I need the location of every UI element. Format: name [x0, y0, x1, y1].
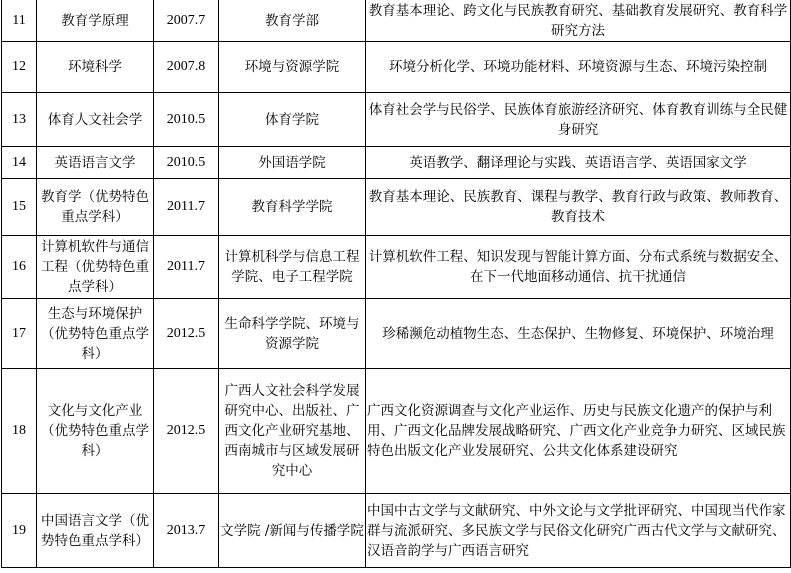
- table-row: [2, 494, 791, 568]
- table-row: [2, 236, 791, 299]
- research-directions: 教育基本理论、民族教育、课程与教学、教育行政与政策、教师教育、教育技术: [366, 179, 791, 236]
- approval-date: 2011.7: [154, 179, 219, 236]
- table-row: [2, 179, 791, 236]
- table-row: [2, 93, 791, 147]
- research-directions: 体育社会学与民俗学、民族体育旅游经济研究、体育教育训练与全民健身研究: [366, 93, 791, 147]
- approval-date: 2007.7: [154, 0, 219, 42]
- approval-date: 2011.7: [154, 236, 219, 299]
- row-number: 15: [2, 179, 37, 236]
- table-row: [2, 299, 791, 369]
- table-row: [2, 0, 791, 42]
- research-directions: 教育基本理论、跨文化与民族教育研究、基础教育发展研究、教育科学研究方法: [366, 0, 791, 42]
- host-unit: 体育学院: [219, 93, 366, 147]
- research-directions: 中国中古文学与文献研究、中外文论与文学批评研究、中国现当代作家群与流派研究、多民族文学与民俗文化研究广西古代文学与文献研究、汉语音韵学与广西语言研究: [366, 494, 791, 568]
- host-unit: 外国语学院: [219, 147, 366, 179]
- approval-date: 2010.5: [154, 147, 219, 179]
- research-directions: 环境分析化学、环境功能材料、环境资源与生态、环境污染控制: [366, 42, 791, 93]
- table-row: [2, 42, 791, 93]
- row-number: 14: [2, 147, 37, 179]
- discipline-name: 教育学（优势特色重点学科）: [37, 179, 154, 236]
- research-directions: 珍稀濒危动植物生态、生态保护、生物修复、环境保护、环境治理: [366, 299, 791, 369]
- discipline-name: 体育人文社会学: [37, 93, 154, 147]
- discipline-name: 生态与环境保护（优势特色重点学科）: [37, 299, 154, 369]
- research-directions: 英语教学、翻译理论与实践、英语语言学、英语国家文学: [366, 147, 791, 179]
- discipline-name: 中国语言文学（优势特色重点学科）: [37, 494, 154, 568]
- approval-date: 2012.5: [154, 369, 219, 494]
- discipline-name: 环境科学: [37, 42, 154, 93]
- host-unit: 环境与资源学院: [219, 42, 366, 93]
- discipline-name: 计算机软件与通信工程（优势特色重点学科）: [37, 236, 154, 299]
- row-number: 17: [2, 299, 37, 369]
- table-row: [2, 369, 791, 494]
- row-number: 18: [2, 369, 37, 494]
- row-number: 11: [2, 0, 37, 42]
- row-number: 16: [2, 236, 37, 299]
- row-number: 19: [2, 494, 37, 568]
- discipline-name: 教育学原理: [37, 0, 154, 42]
- host-unit: 教育学部: [219, 0, 366, 42]
- research-directions: 广西文化资源调查与文化产业运作、历史与民族文化遗产的保护与利用、广西文化品牌发展战略研究、广西文化产业竞争力研究、区域民族特色出版文化产业发展研究、公共文化体系建设研究: [366, 369, 791, 494]
- host-unit: 文学院 /新闻与传播学院: [219, 494, 366, 568]
- host-unit: 生命科学学院、环境与资源学院: [219, 299, 366, 369]
- host-unit: 教育科学学院: [219, 179, 366, 236]
- approval-date: 2007.8: [154, 42, 219, 93]
- host-unit: 广西人文社会科学发展研究中心、出版社、广西文化产业研究基地、西南城市与区域发展研究中心: [219, 369, 366, 494]
- research-directions: 计算机软件工程、知识发现与智能计算方面、分布式系统与数据安全、在下一代地面移动通信、抗干扰通信: [366, 236, 791, 299]
- row-number: 13: [2, 93, 37, 147]
- discipline-table: [1, 0, 791, 568]
- host-unit: 计算机科学与信息工程学院、电子工程学院: [219, 236, 366, 299]
- table-row: [2, 147, 791, 179]
- discipline-name: 文化与文化产业（优势特色重点学科）: [37, 369, 154, 494]
- row-number: 12: [2, 42, 37, 93]
- approval-date: 2010.5: [154, 93, 219, 147]
- approval-date: 2013.7: [154, 494, 219, 568]
- approval-date: 2012.5: [154, 299, 219, 369]
- discipline-name: 英语语言文学: [37, 147, 154, 179]
